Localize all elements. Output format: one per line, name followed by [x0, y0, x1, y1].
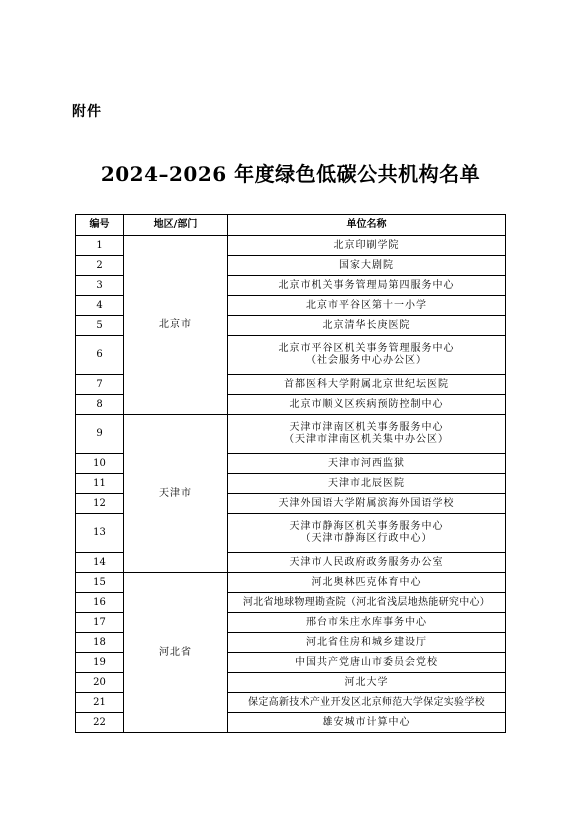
- region-name: 北京市: [124, 236, 228, 415]
- unit-name-line: 北京市平谷区机关事务管理服务中心: [278, 343, 455, 354]
- unit-name-line: 天津市人民政府政务服务办公室: [289, 556, 444, 568]
- row-number: 11: [76, 474, 124, 494]
- row-number: 21: [76, 693, 124, 713]
- region-name: 天津市: [124, 415, 228, 573]
- unit-name: [228, 573, 506, 593]
- row-number: 16: [76, 593, 124, 613]
- unit-name-line: 河北奥林匹克体育中心: [311, 576, 422, 588]
- unit-name-line: 雄安城市计算中心: [322, 716, 411, 728]
- unit-name: [228, 415, 506, 454]
- unit-name: [228, 553, 506, 573]
- unit-name-line: 天津市津南区机关事务服务中心: [289, 422, 444, 433]
- region-name: 河北省: [124, 573, 228, 733]
- unit-name: [228, 613, 506, 633]
- header-region: 地区/部门: [124, 215, 228, 236]
- row-number: 22: [76, 713, 124, 733]
- unit-name-line: 天津市河西监狱: [328, 457, 405, 469]
- header-unit-name: 单位名称: [228, 215, 506, 236]
- row-number: 2: [76, 256, 124, 276]
- unit-name: [228, 316, 506, 336]
- unit-name-line: 天津市静海区机关事务服务中心: [289, 521, 444, 532]
- row-number: 19: [76, 653, 124, 673]
- unit-name: [228, 276, 506, 296]
- unit-name-line: 北京清华长庚医院: [322, 319, 411, 331]
- unit-name: [228, 673, 506, 693]
- header-number: 编号: [76, 215, 124, 236]
- unit-name-line: 天津外国语大学附属滨海外国语学校: [278, 497, 455, 509]
- unit-name-line: 中国共产党唐山市委员会党校: [295, 656, 438, 668]
- unit-name-line: 天津市北辰医院: [328, 477, 405, 489]
- row-number: 18: [76, 633, 124, 653]
- unit-name: [228, 633, 506, 653]
- row-number: 1: [76, 236, 124, 256]
- row-number: 14: [76, 553, 124, 573]
- unit-name-line: 邢台市朱庄水库事务中心: [306, 616, 427, 628]
- unit-name: [228, 375, 506, 395]
- unit-name-line: （社会服务中心办公区）: [306, 355, 427, 366]
- unit-name-line: （天津市津南区机关集中办公区）: [284, 434, 449, 445]
- table-header-row: [76, 215, 506, 236]
- row-number: 5: [76, 316, 124, 336]
- unit-name: [228, 474, 506, 494]
- unit-name-line: （天津市静海区行政中心）: [300, 533, 433, 544]
- unit-name-line: 河北大学: [344, 676, 389, 688]
- row-number: 20: [76, 673, 124, 693]
- row-number: 13: [76, 514, 124, 553]
- row-number: 8: [76, 395, 124, 415]
- unit-name: [228, 494, 506, 514]
- row-number: 6: [76, 336, 124, 375]
- row-number: 12: [76, 494, 124, 514]
- table-row: [76, 573, 506, 593]
- unit-name: [228, 296, 506, 316]
- table-row: [76, 236, 506, 256]
- unit-name-line: 北京印刷学院: [333, 239, 400, 251]
- unit-name-line: 北京市平谷区第十一小学: [306, 299, 427, 311]
- unit-name-line: 国家大剧院: [339, 259, 394, 271]
- unit-name-line: 北京市机关事务管理局第四服务中心: [278, 279, 455, 291]
- table-row: [76, 415, 506, 454]
- row-number: 7: [76, 375, 124, 395]
- unit-name-line: 河北省住房和城乡建设厅: [306, 636, 427, 648]
- institution-table: [75, 214, 506, 733]
- unit-name: [228, 256, 506, 276]
- unit-name: [228, 653, 506, 673]
- unit-name: [228, 236, 506, 256]
- row-number: 10: [76, 454, 124, 474]
- unit-name: [228, 693, 506, 713]
- unit-name-line: 北京市顺义区疾病预防控制中心: [289, 398, 444, 410]
- row-number: 9: [76, 415, 124, 454]
- attachment-label: 附件: [72, 104, 102, 120]
- unit-name: [228, 514, 506, 553]
- row-number: 15: [76, 573, 124, 593]
- unit-name: [228, 454, 506, 474]
- document-title: 2024–2026 年度绿色低碳公共机构名单: [100, 162, 481, 186]
- table-body: [76, 236, 506, 733]
- row-number: 17: [76, 613, 124, 633]
- row-number: 3: [76, 276, 124, 296]
- unit-name-line: 河北省地球物理勘查院（河北省浅层地热能研究中心）: [242, 596, 491, 608]
- unit-name-line: 首都医科大学附属北京世纪坛医院: [284, 378, 449, 390]
- unit-name: [228, 713, 506, 733]
- unit-name: [228, 336, 506, 375]
- unit-name: [228, 395, 506, 415]
- unit-name-line: 保定高新技术产业开发区北京师范大学保定实验学校: [248, 696, 485, 708]
- row-number: 4: [76, 296, 124, 316]
- unit-name: [228, 593, 506, 613]
